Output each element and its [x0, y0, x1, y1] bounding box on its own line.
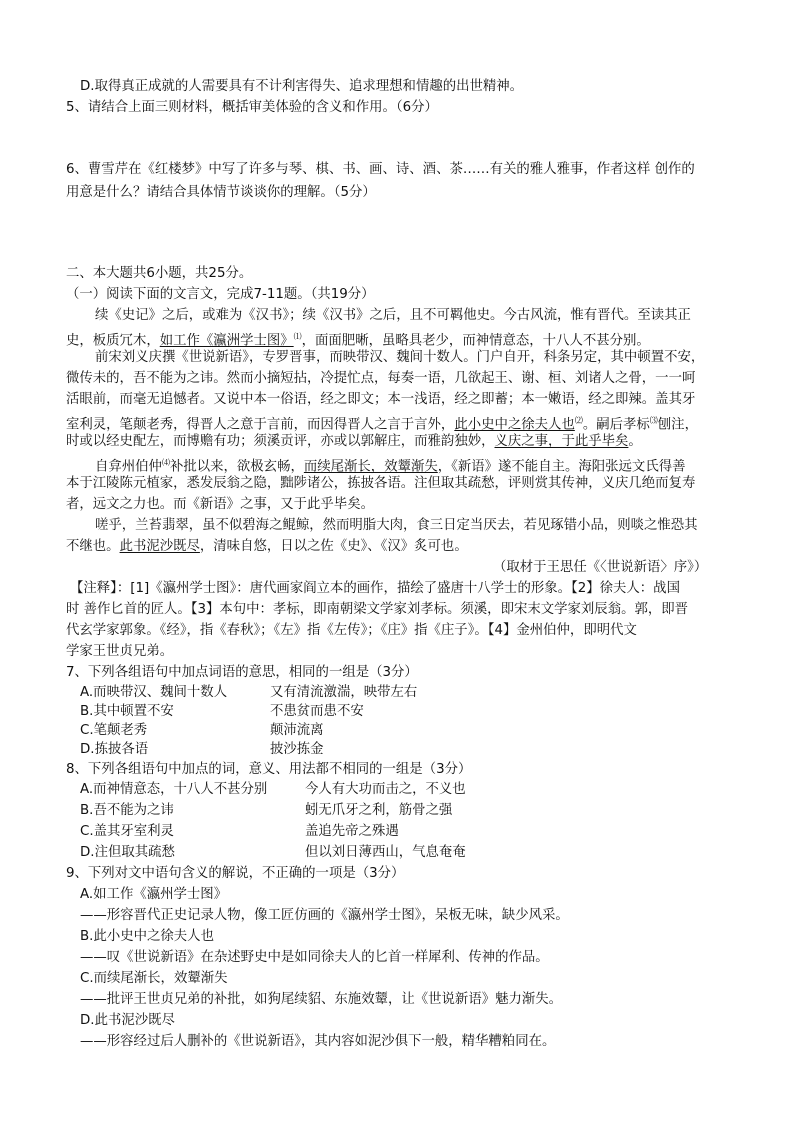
passage-p4-line2	[66, 538, 468, 555]
q9-option-d: D.此书泥沙既尽	[80, 1013, 175, 1028]
q9-option-b-explain: ——叹《世说新语》在杂述野史中是如同徐夫人的匕首一样犀利、传神的作品。	[80, 950, 549, 965]
q8-option-d-left: D.注但取其疏愁	[80, 845, 175, 860]
passage-p2-line3: 活眼前，而毫无追憾者。又说中本一俗语，经之即文；本一浅语，经之即蓄；本一嫩语，经之即辣。盖其牙	[66, 392, 696, 407]
passage-text: 。嗣后孝标	[582, 417, 650, 433]
underlined-sentence-b: 此小史中之徐夫人也	[454, 417, 575, 433]
passage-text: 室利灵，笔颠老秀，得晋人之意于言前，而因得晋人之言于言外，	[66, 417, 455, 433]
passage-p3-line2: 本于江陵陈元植家，悉发辰翁之隐，黜陟诸公，拣披各语。注但取其疏愁，评则赏其传神，义庆几绝而复寿	[66, 476, 696, 491]
passage-text: 。	[628, 434, 642, 449]
notes-line4: 学家王世贞兄弟。	[66, 644, 174, 659]
passage-text: 不继也。	[66, 539, 120, 554]
section-2-heading: 二、本大题共6小题，共25分。	[66, 266, 253, 281]
q7-option-a-left: A.而映带汉、魏间十数人	[80, 685, 228, 700]
q7-option-c-right: 颠沛流离	[270, 723, 324, 738]
q7-option-d-left: D.拣披各语	[80, 742, 149, 757]
q7-option-d-right: 披沙拣金	[270, 742, 324, 757]
passage-p3-line1	[95, 454, 686, 475]
passage-p2-line4	[66, 412, 698, 433]
notes-line1: 【注释】：[1]《瀛州学士图》：唐代画家阎立本的画作，描绘了盛唐十八学士的形象。【2】徐夫人：战国	[70, 581, 680, 596]
q8-option-b-right: 蚓无爪牙之利，筋骨之强	[305, 803, 453, 818]
passage-text: ，清味自悠，日以之佐《史》、《汉》炙可也。	[199, 539, 468, 554]
q8-option-a-left: A.而神情意态，十八人不甚分别	[80, 782, 268, 797]
underlined-sentence-e: 此书泥沙既尽	[119, 539, 200, 554]
question-7: 7、下列各组语句中加点词语的意思，相同的一组是（3分）	[66, 665, 418, 680]
question-6-line2: 用意是什么？请结合具体情节谈谈你的理解。（5分）	[66, 185, 376, 200]
q9-option-c-explain: ——批评王世贞兄弟的补批，如狗尾续貂、东施效颦，让《世说新语》魅力渐失。	[80, 992, 563, 1007]
passage-p1-line2	[66, 328, 650, 349]
q8-option-b-left: B.吾不能为之讳	[80, 803, 174, 818]
q9-option-b: B.此小史中之徐夫人也	[80, 929, 214, 944]
passage-p4-line1: 嗟乎，兰苔翡翠，虽不似碧海之鲲鲸，然而明脂大肉，食三日定当厌去，若见琢错小品，则啖之惟恐其	[95, 518, 698, 533]
question-8: 8、下列各组语句中加点的词，意义、用法都不相同的一组是（3分）	[66, 762, 472, 777]
underlined-sentence-c: 义庆之事，于此乎毕矣	[494, 434, 629, 449]
passage-text: 时或以经史配左，而博赡有功；须溪贡评，亦或以郭解庄，而雅韵独妙，	[66, 434, 495, 449]
q9-option-a: A.如工作《瀛州学士图》	[80, 887, 228, 902]
footnote-marker: ⑷	[161, 458, 170, 467]
subsection-1-heading: （一）阅读下面的文言文，完成7-11题。（共19分）	[66, 287, 375, 302]
passage-p2-line5	[66, 433, 642, 450]
footnote-marker: ⑴	[293, 332, 302, 341]
q8-option-c-right: 盖追先帝之殊遇	[305, 824, 399, 839]
q8-option-d-right: 但以刘日薄西山，气息奄奄	[305, 845, 466, 860]
passage-text: 史，板质冗木，	[66, 333, 160, 349]
q4-option-d: D.取得真正成就的人需要具有不计利害得失、追求理想和情趣的出世精神。	[80, 79, 524, 94]
underlined-sentence-d: 而续尾渐长，效颦渐失	[303, 459, 438, 475]
q7-option-a-right: 又有清流激湍，映带左右	[270, 685, 418, 700]
notes-line3: 代玄学家郭象。《经》，指《春秋》；《左》指《左传》；《庄》指《庄子》。【4】金州伯仲，即明代文	[66, 623, 637, 638]
q7-option-b-left: B.其中顿置不安	[80, 704, 174, 719]
passage-text: 刨注，	[657, 417, 698, 433]
q9-option-a-explain: ——形容晋代正史记录人物，像工匠仿画的《瀛州学士图》，呆板无味，缺少风采。	[80, 908, 569, 923]
footnote-marker: ⑶	[649, 416, 658, 425]
q9-option-d-explain: ——形容经过后人删补的《世说新语》，其内容如泥沙俱下一般，精华糟粕同在。	[80, 1034, 556, 1049]
q7-option-c-left: C.笔颠老秀	[80, 723, 148, 738]
q9-option-c: C.而续尾渐长，效颦渐失	[80, 971, 228, 986]
question-5: 5、请结合上面三则材料，概括审美体验的含义和作用。（6分）	[66, 100, 438, 115]
passage-p2-line2: 微传未的，吾不能为之讳。然而小摘短拈，冷提忙点，每奏一语，几欲起王、谢、桓、刘诸人之骨，一一呵	[66, 371, 696, 386]
question-9: 9、下列对文中语句含义的解说，不正确的一项是（3分）	[66, 866, 405, 881]
passage-source: （取材于王思任《〈世说新语〉序》）	[493, 560, 708, 575]
passage-p3-line3: 者，远文之力也。而《新语》之事，又于此乎毕矣。	[66, 497, 374, 512]
notes-line2: 时 善作匕首的匠人。【3】本句中：孝标，即南朝梁文学家刘孝标。须溪，即宋末文学家刘辰翁。郭，即晋	[66, 602, 689, 617]
passage-text: 补批以来，欲极玄畅，	[169, 459, 304, 475]
q8-option-a-right: 今人有大功而击之，不义也	[305, 782, 466, 797]
passage-text: ，《新语》遂不能自主。海阳张远文氏得善	[437, 459, 686, 475]
passage-p2-line1: 前宋刘义庆撰《世说新语》，专罗晋事，而映带汉、魏间十数人。门户自开，科条另定，其中顿置不安，	[95, 350, 705, 365]
question-6-line1: 6、曹雪芹在《红楼梦》中写了许多与琴、棋、书、画、诗、酒、茶……有关的雅人雅事，作者这样 创作的	[66, 162, 695, 177]
underlined-sentence-a: 如工作《瀛洲学士图》	[159, 333, 294, 349]
q7-option-b-right: 不患贫而患不安	[270, 704, 364, 719]
passage-p1-line1: 续《史记》之后，或难为《汉书》；续《汉书》之后，且不可羁他史。今古风流，惟有晋代。至读其正	[95, 308, 691, 323]
q8-option-c-left: C.盖其牙室利灵	[80, 824, 174, 839]
footnote-marker: ⑵	[574, 416, 583, 425]
passage-text: ，面面肥晰，虽略具老少，而神情意态，十八人不甚分别。	[301, 333, 650, 349]
passage-text: 自弇州伯仲	[95, 459, 162, 475]
